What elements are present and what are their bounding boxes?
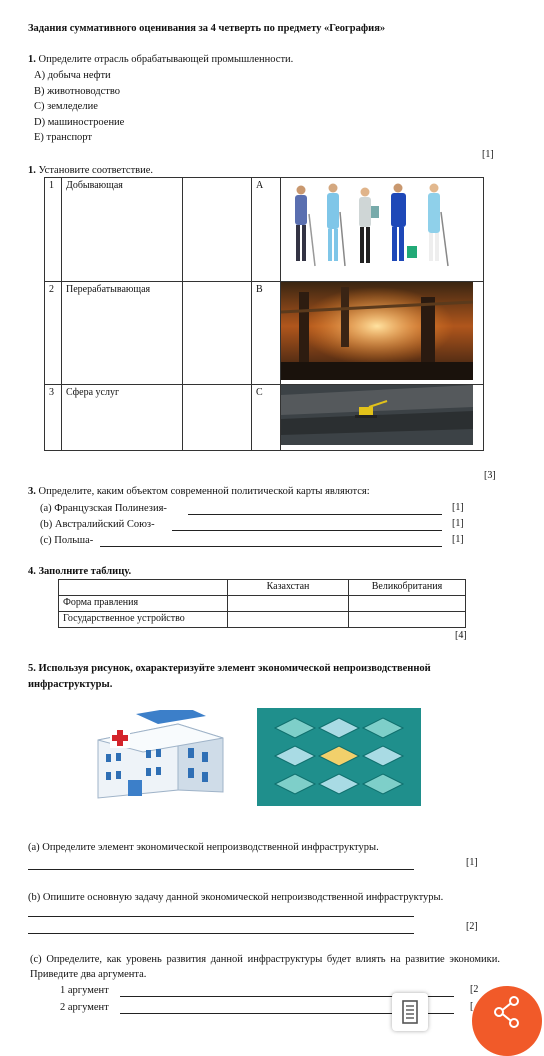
q2-text: Установите соответствие. — [38, 165, 154, 176]
q3-text: Определите, каким объектом современной политической карты являются: — [38, 486, 370, 497]
steel-mill-photo — [281, 282, 473, 380]
table-row — [59, 612, 466, 628]
row-number: 2 — [45, 281, 62, 385]
q5b-answer-line-1[interactable] — [28, 915, 414, 917]
q4-number: 4. — [28, 566, 36, 577]
q5a-mark: [1] — [466, 857, 478, 868]
matching-row — [45, 281, 484, 385]
q3-item-c-answer-line[interactable] — [100, 545, 442, 547]
answer-cell[interactable] — [183, 385, 252, 451]
table-header-row — [59, 580, 466, 596]
table-answer-cell[interactable] — [228, 612, 349, 628]
answer-cell[interactable] — [183, 178, 252, 282]
table-row-label: Государственное устройство — [59, 612, 228, 628]
q5a-answer-line[interactable] — [28, 868, 414, 870]
government-table — [58, 579, 466, 628]
q5c-arg2-label: 2 аргумент — [60, 1002, 109, 1013]
document-view-button[interactable] — [392, 993, 428, 1031]
matching-row — [45, 178, 484, 282]
share-icon — [472, 986, 542, 1031]
row-number: 3 — [45, 385, 62, 451]
row-letter: A — [252, 178, 281, 282]
q1-option-e[interactable]: E) транспорт — [34, 132, 93, 143]
q3-item-c-mark: [1] — [452, 534, 464, 545]
matching-table — [44, 177, 484, 451]
q3-item-a-mark: [1] — [452, 502, 464, 513]
page-title: Задания суммативного оценивания за 4 четверть по предмету «География» — [28, 23, 386, 34]
q5b-answer-line-2[interactable] — [28, 932, 414, 934]
q2-prompt — [28, 164, 153, 177]
q1-text: Определите отрасль обрабатывающей промышленности. — [38, 54, 294, 65]
q1-option-d[interactable]: D) машиностроение — [34, 116, 125, 128]
q4-text: Заполните таблицу. — [38, 566, 132, 577]
row-label: Сфера услуг — [62, 385, 183, 451]
matching-row — [45, 385, 484, 451]
q5a-text: (a) Определите элемент экономической непроизводственной инфраструктуры. — [28, 842, 379, 853]
hospital-building-icon — [88, 710, 228, 805]
table-header-uk: Великобритания — [349, 580, 466, 596]
q1-prompt — [28, 53, 293, 66]
q3-prompt — [28, 485, 370, 498]
q5-text: Используя рисунок, охарактеризуйте элемент экономической непроизводственной инфраструктуры. — [28, 663, 431, 690]
q1-options — [34, 68, 124, 146]
table-header-empty — [59, 580, 228, 596]
table-answer-cell[interactable] — [349, 596, 466, 612]
row-letter: B — [252, 281, 281, 385]
q3-item-c-label: (c) Польша- — [40, 535, 94, 546]
table-row — [59, 596, 466, 612]
image-cell — [281, 281, 484, 385]
image-cell — [281, 385, 484, 451]
document-list-icon — [392, 993, 428, 1031]
q3-item-b-label: (b) Австралийский Союз- — [40, 519, 155, 530]
q2-mark: [3] — [484, 470, 496, 481]
table-answer-cell[interactable] — [349, 612, 466, 628]
q1-option-b[interactable]: B) животноводство — [34, 85, 121, 97]
coal-mine-excavator-photo — [281, 385, 473, 445]
row-number: 1 — [45, 178, 62, 282]
q1-mark: [1] — [482, 149, 494, 160]
q4-mark: [4] — [455, 630, 467, 641]
q3-item-a-label: (a) Французская Полинезия- — [40, 503, 167, 514]
row-letter: C — [252, 385, 281, 451]
q3-item-a-answer-line[interactable] — [188, 513, 442, 515]
q4-prompt — [28, 565, 131, 578]
share-button[interactable] — [472, 986, 542, 1056]
row-label: Перерабатывающая — [62, 281, 183, 385]
table-header-kazakhstan: Казахстан — [228, 580, 349, 596]
hospital-floors-illustration — [257, 708, 421, 806]
q3-item-b-answer-line[interactable] — [172, 529, 442, 531]
answer-cell[interactable] — [183, 281, 252, 385]
q5c-arg1-label: 1 аргумент — [60, 985, 109, 996]
q5b-text: (b) Опишите основную задачу данной экономической непроизводственной инфраструктуры. — [28, 892, 444, 903]
workers-in-uniforms-photo — [281, 178, 473, 276]
q5-prompt — [28, 661, 488, 693]
q5b-mark: [2] — [466, 921, 478, 932]
image-cell — [281, 178, 484, 282]
q5c-arg1-mark: [2 — [470, 984, 479, 995]
q3-number: 3. — [28, 486, 36, 497]
q1-option-c[interactable]: C) земледелие — [34, 101, 98, 112]
q3-item-b-mark: [1] — [452, 518, 464, 529]
q5-number: 5. — [28, 663, 36, 674]
row-label: Добывающая — [62, 178, 183, 282]
q1-option-a[interactable]: A) добыча нефти — [34, 70, 111, 81]
q5c-arg2-mark: [ — [470, 1001, 474, 1012]
q1-number: 1. — [28, 54, 36, 65]
table-answer-cell[interactable] — [228, 596, 349, 612]
q2-number: 1. — [28, 165, 36, 176]
q5c-text: (c) Определите, как уровень развития данной инфраструктуры будет влиять на развитие экономики. Приведите два аргумента. — [30, 954, 500, 980]
table-row-label: Форма правления — [59, 596, 228, 612]
